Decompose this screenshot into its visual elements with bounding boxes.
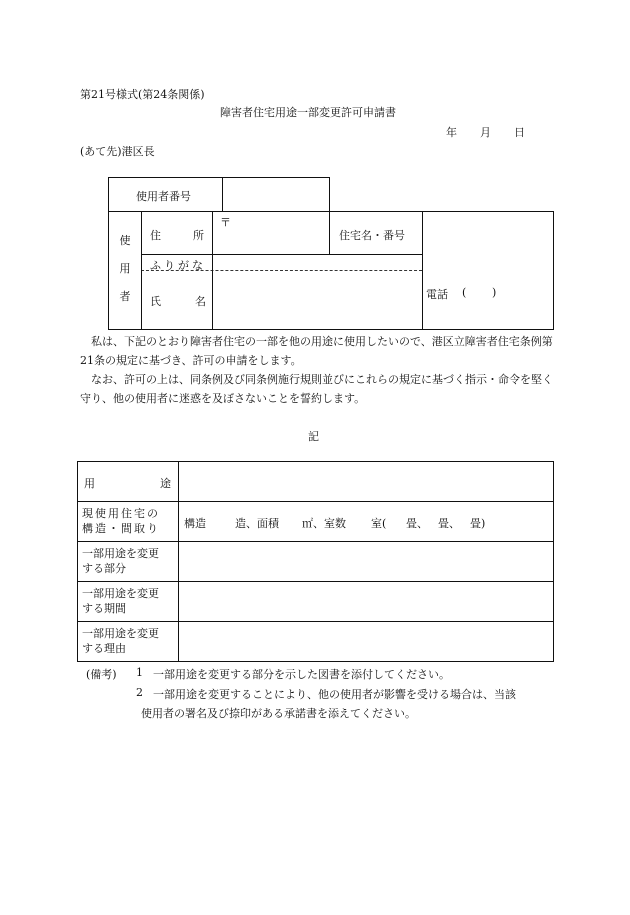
postal-mark: 〒 bbox=[220, 216, 231, 229]
user-number-field[interactable] bbox=[230, 180, 326, 208]
structure-jo-2: 畳、 bbox=[438, 517, 460, 530]
structure-zo-area: 造、面積 bbox=[235, 517, 279, 530]
changed-part-label-line1: 一部用途を変更 bbox=[82, 547, 159, 560]
structure-room-open: 室( bbox=[371, 517, 387, 530]
ki-heading: 記 bbox=[308, 430, 319, 443]
changed-part-field[interactable] bbox=[184, 546, 548, 578]
addressee: (あて先)港区長 bbox=[80, 145, 155, 158]
usage-label-b: 途 bbox=[160, 477, 171, 490]
name-label-b: 名 bbox=[195, 295, 206, 308]
declaration-paragraph-1: 私は、下記のとおり障害者住宅の一部を他の用途に使用したいので、港区立障害者住宅条例第21条の規定に基づき、許可の申請をします。 bbox=[80, 335, 553, 367]
change-reason-label-line2: する理由 bbox=[82, 642, 126, 655]
changed-part-label-line2: する部分 bbox=[82, 562, 126, 575]
change-reason-field[interactable] bbox=[184, 626, 548, 658]
structure-kozo: 構造 bbox=[184, 517, 206, 530]
phone-label: 電話 bbox=[426, 288, 448, 301]
address-label-b: 所 bbox=[193, 229, 204, 242]
usage-label-a: 用 bbox=[84, 477, 95, 490]
name-label-a: 氏 bbox=[150, 295, 161, 308]
remarks-label: (備考) bbox=[86, 668, 117, 681]
change-period-label-line1: 一部用途を変更 bbox=[82, 587, 159, 600]
user-side-label: 使用者 bbox=[119, 234, 131, 303]
housing-field[interactable] bbox=[426, 214, 550, 252]
phone-open-paren: ( bbox=[462, 286, 467, 299]
date-year-label: 年 bbox=[446, 126, 457, 139]
remark-2-line2: 使用者の署名及び捺印がある承諾書を添えてください。 bbox=[141, 707, 416, 720]
date-day-label: 日 bbox=[514, 126, 525, 139]
structure-label-line2: 構造・間取り bbox=[82, 522, 160, 535]
remark-2-number: 2 bbox=[136, 686, 143, 699]
declaration-paragraph-2: なお、許可の上は、同条例及び同条例施行規則並びにこれらの規定に基づく指示・命令を堅く守り、他の使用者に迷惑を及ぼさないことを誓約します。 bbox=[80, 373, 553, 405]
furigana-field[interactable] bbox=[216, 257, 418, 269]
user-number-label: 使用者番号 bbox=[136, 190, 191, 203]
form-number: 第21号様式(第24条関係) bbox=[80, 88, 205, 101]
structure-jo-1: 畳、 bbox=[406, 517, 428, 530]
name-field[interactable] bbox=[216, 275, 418, 325]
form-title: 障害者住宅用途一部変更許可申請書 bbox=[220, 106, 396, 119]
usage-field[interactable] bbox=[184, 466, 548, 498]
address-label-a: 住 bbox=[150, 229, 161, 242]
remark-1-text: 一部用途を変更する部分を示した図書を添付してください。 bbox=[153, 668, 450, 681]
remark-2-line1: 一部用途を変更することにより、他の使用者が影響を受ける場合は、当該 bbox=[153, 688, 516, 701]
structure-label-line1: 現使用住宅の bbox=[82, 507, 160, 520]
address-field[interactable] bbox=[228, 226, 322, 250]
change-reason-label-line1: 一部用途を変更 bbox=[82, 627, 159, 640]
structure-jo-3: 畳) bbox=[470, 517, 486, 530]
date-month-label: 月 bbox=[480, 126, 491, 139]
change-period-field[interactable] bbox=[184, 586, 548, 618]
structure-m2-rooms: ㎡、室数 bbox=[302, 517, 346, 530]
change-period-label-line2: する期間 bbox=[82, 602, 126, 615]
remark-1-number: 1 bbox=[136, 666, 143, 679]
housing-label: 住宅名・番号 bbox=[339, 229, 405, 242]
phone-close-paren: ) bbox=[492, 286, 497, 299]
furigana-label: ふりがな bbox=[150, 259, 206, 272]
